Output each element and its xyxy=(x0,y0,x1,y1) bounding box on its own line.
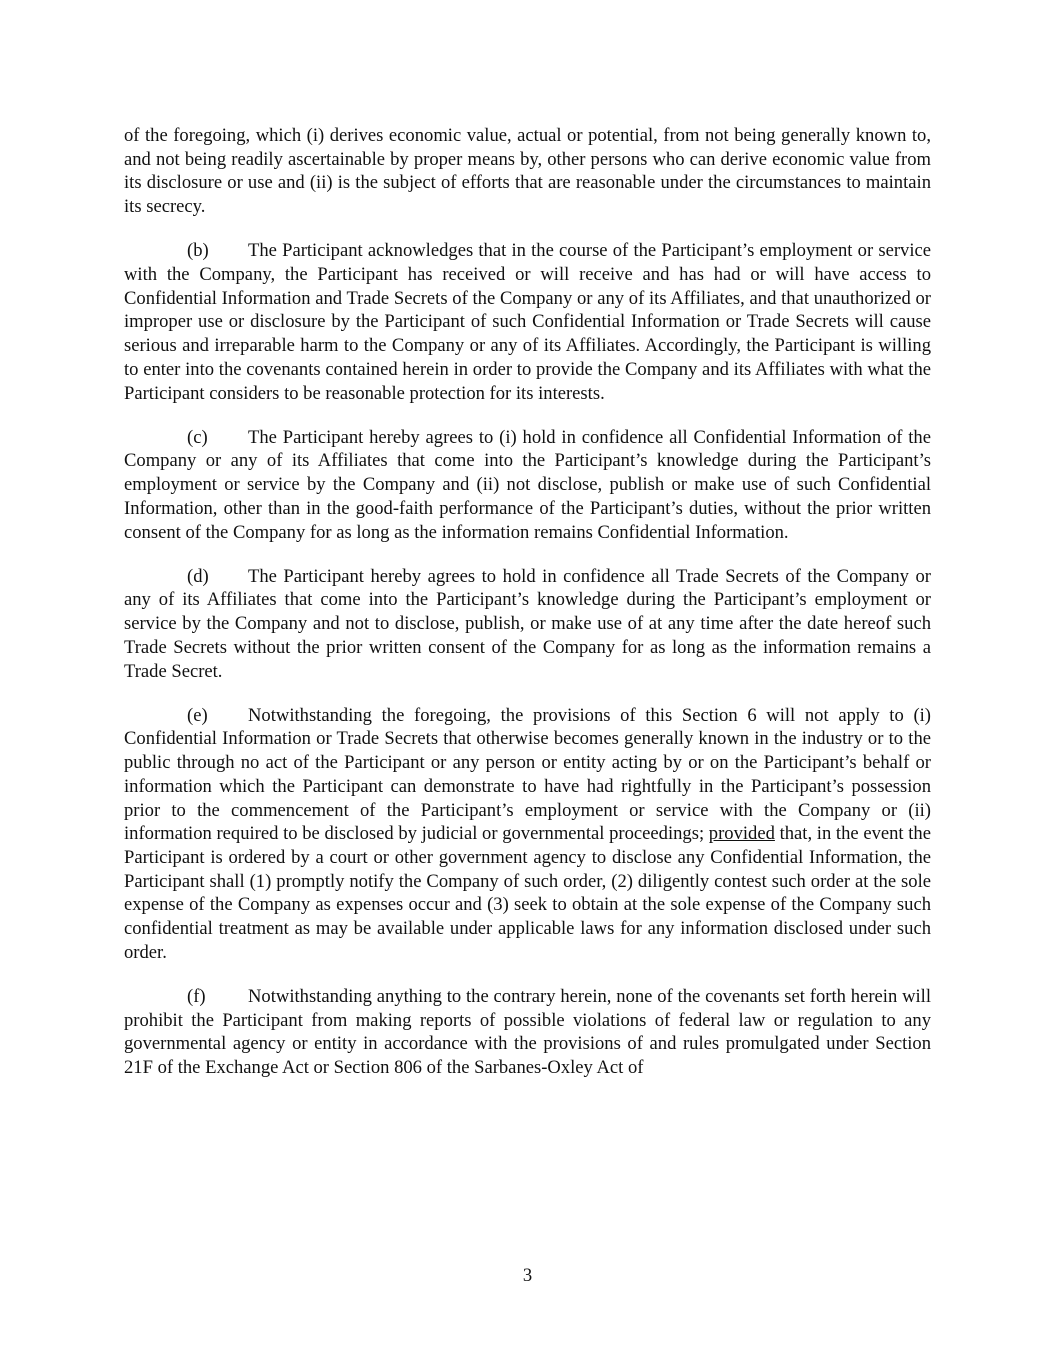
paragraph-continuation xyxy=(124,124,931,219)
paragraph-text: The Participant hereby agrees to (i) hold in confidence all Confidential Information of the Company or any of its Affiliates that come into the Participant’s knowledge during the Participant’s employment or service by the Company and (ii) not disclose, publish or make use of such Confidential Information, other than in the good-faith performance of the Participant’s duties, without the prior written consent of the Company for as long as the information remains Confidential Information. xyxy=(124,426,931,543)
paragraph-label: (e) xyxy=(187,704,208,726)
paragraph-f xyxy=(124,985,931,1080)
paragraph-text: Notwithstanding anything to the contrary herein, none of the covenants set forth herein will prohibit the Participant from making reports of possible violations of federal law or regulation to any governmental agency or entity in accordance with the provisions of and rules promulgated under Section 21F of the Exchange Act or Section 806 of the Sarbanes-Oxley Act of xyxy=(124,986,931,1079)
paragraph-text-before: Notwithstanding the foregoing, the provisions of this Section 6 will not apply to (i) Confidential Information or Trade Secrets that otherwise becomes generally known in the industry or to the public through no act of the Participant or any person or entity acting by or on the Participant’s behalf or information which the Participant can demonstrate to have had rightfully in the Participant’s possession prior to the commencement of the Participant’s employment or service with the Company or (ii) information required to be disclosed by judicial or governmental proceedings; xyxy=(124,704,931,845)
provided-underlined-term: provided xyxy=(708,823,775,845)
paragraph-b xyxy=(124,239,931,405)
paragraph-text: The Participant acknowledges that in the course of the Participant’s employment or service with the Company, the Participant has received or will receive and has had or will have access to Confidential Information and Trade Secrets of the Company or any of its Affiliates, and that unauthorized or improper use or disclosure by the Participant of such Confidential Information or Trade Secrets will cause serious and irreparable harm to the Company or any of its Affiliates. Accordingly, the Participant is willing to enter into the covenants contained herein in order to provide the Company and its Affiliates with what the Participant considers to be reasonable protection for its interests. xyxy=(124,240,931,404)
paragraph-label: (b) xyxy=(187,240,209,262)
paragraph-label: (c) xyxy=(187,426,208,448)
page-number: 3 xyxy=(522,1265,533,1286)
paragraph-label: (d) xyxy=(187,565,209,587)
paragraph-text: of the foregoing, which (i) derives economic value, actual or potential, from not being generally known to, and not being readily ascertainable by proper means by, other persons who can derive economic value from its disclosure or use and (ii) is the subject of efforts that are reasonable under the circumstances to maintain its secrecy. xyxy=(124,125,931,218)
paragraph-e xyxy=(124,704,931,965)
paragraph-text: The Participant hereby agrees to hold in confidence all Trade Secrets of the Company or any of its Affiliates that come into the Participant’s knowledge during the Participant’s employment or service by the Company and not to disclose, publish, or make use of at any time after the date hereof such Trade Secrets without the prior written consent of the Company for as long as the information remains a Trade Secret. xyxy=(124,565,931,682)
paragraph-c xyxy=(124,426,931,545)
document-body xyxy=(124,124,931,1100)
paragraph-text-after: that, in the event the Participant is ordered by a court or other government agency to disclose any Confidential Information, the Participant shall (1) promptly notify the Company of such order, (2) diligently contest such order at the sole expense of the Company as expenses occur and (3) seek to obtain at the sole expense of the Company such confidential treatment as may be available under applicable laws for any information disclosed under such order. xyxy=(124,823,931,963)
paragraph-d xyxy=(124,565,931,684)
paragraph-label: (f) xyxy=(187,986,206,1007)
